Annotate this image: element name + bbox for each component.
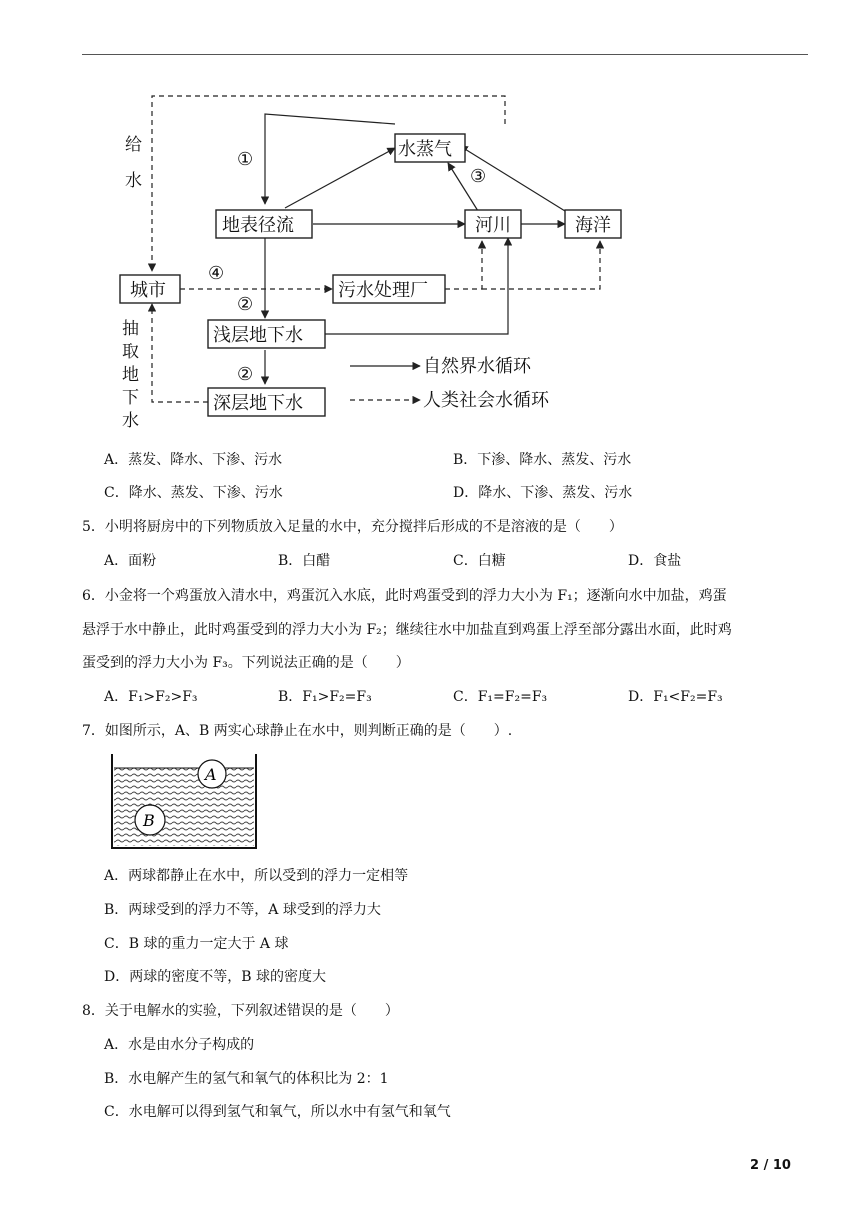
node-ocean: 海洋 [575, 215, 611, 236]
q7-option-c: C．B 球的重力一定大于 A 球 [104, 936, 289, 952]
label-extract-5: 水 [122, 411, 139, 431]
label-supply-2: 水 [125, 171, 142, 191]
marker-3: ③ [470, 166, 487, 187]
q6-option-c: C．F₁=F₂=F₃ [453, 689, 548, 705]
legend-natural: 自然界水循环 [423, 356, 531, 377]
marker-1: ① [237, 149, 254, 170]
ball-a-label: A [205, 765, 217, 784]
node-runoff: 地表径流 [222, 215, 294, 236]
node-sewage: 污水处理厂 [338, 280, 428, 301]
label-extract-2: 取 [122, 342, 139, 362]
label-extract-1: 抽 [122, 319, 139, 339]
page-number: 2 / 10 [750, 1158, 791, 1173]
water-cycle-diagram [100, 86, 611, 431]
q4-option-a: A．蒸发、降水、下渗、污水 [104, 452, 283, 468]
q5-option-b: B．白醋 [278, 553, 331, 569]
label-extract-4: 下 [122, 388, 139, 408]
legend-human: 人类社会水循环 [423, 390, 549, 411]
q6-option-a: A．F₁>F₂>F₃ [104, 689, 198, 705]
header-rule [82, 54, 808, 55]
q5-option-c: C．白糖 [453, 553, 506, 569]
q5-option-d: D．食盐 [628, 553, 682, 569]
beaker-figure [108, 754, 268, 850]
q7-option-a: A．两球都静止在水中，所以受到的浮力一定相等 [104, 868, 409, 884]
q6-stem-line2: 悬浮于水中静止，此时鸡蛋受到的浮力大小为 F₂；继续往水中加盐直到鸡蛋上浮至部分露出水面，此时鸡 [82, 622, 732, 638]
node-shallow-groundwater: 浅层地下水 [213, 325, 303, 346]
marker-2-upper: ② [237, 294, 254, 315]
marker-4: ④ [208, 263, 225, 284]
label-supply-1: 给 [125, 135, 142, 155]
ball-b-label: B [143, 811, 155, 830]
node-vapor: 水蒸气 [398, 139, 452, 160]
q6-stem-line3: 蛋受到的浮力大小为 F₃。下列说法正确的是（ ） [82, 655, 410, 671]
q8-option-c: C．水电解可以得到氢气和氧气，所以水中有氢气和氧气 [104, 1104, 451, 1120]
q4-option-c: C．降水、蒸发、下渗、污水 [104, 485, 283, 501]
q5-option-a: A．面粉 [104, 553, 157, 569]
q7-option-b: B．两球受到的浮力不等，A 球受到的浮力大 [104, 902, 381, 918]
node-river: 河川 [475, 215, 511, 236]
q6-stem-line1: 6．小金将一个鸡蛋放入清水中，鸡蛋沉入水底，此时鸡蛋受到的浮力大小为 F₁；逐渐向水中加盐，鸡蛋 [82, 588, 727, 604]
q6-option-d: D．F₁<F₂=F₃ [628, 689, 723, 705]
q5-stem: 5．小明将厨房中的下列物质放入足量的水中，充分搅拌后形成的不是溶液的是（ ） [82, 519, 623, 535]
label-extract-3: 地 [122, 365, 139, 385]
q4-option-b: B．下渗、降水、蒸发、污水 [453, 452, 632, 468]
node-deep-groundwater: 深层地下水 [213, 393, 303, 414]
q8-option-a: A．水是由水分子构成的 [104, 1037, 255, 1053]
q4-option-d: D．降水、下渗、蒸发、污水 [453, 485, 633, 501]
q8-stem: 8．关于电解水的实验，下列叙述错误的是（ ） [82, 1003, 399, 1019]
q7-option-d: D．两球的密度不等，B 球的密度大 [104, 969, 326, 985]
node-city: 城市 [130, 280, 166, 301]
q7-stem: 7．如图所示，A、B 两实心球静止在水中，则判断正确的是（ ）. [82, 723, 513, 739]
marker-2-lower: ② [237, 364, 254, 385]
q6-option-b: B．F₁>F₂=F₃ [278, 689, 372, 705]
q8-option-b: B．水电解产生的氢气和氧气的体积比为 2：1 [104, 1071, 389, 1087]
